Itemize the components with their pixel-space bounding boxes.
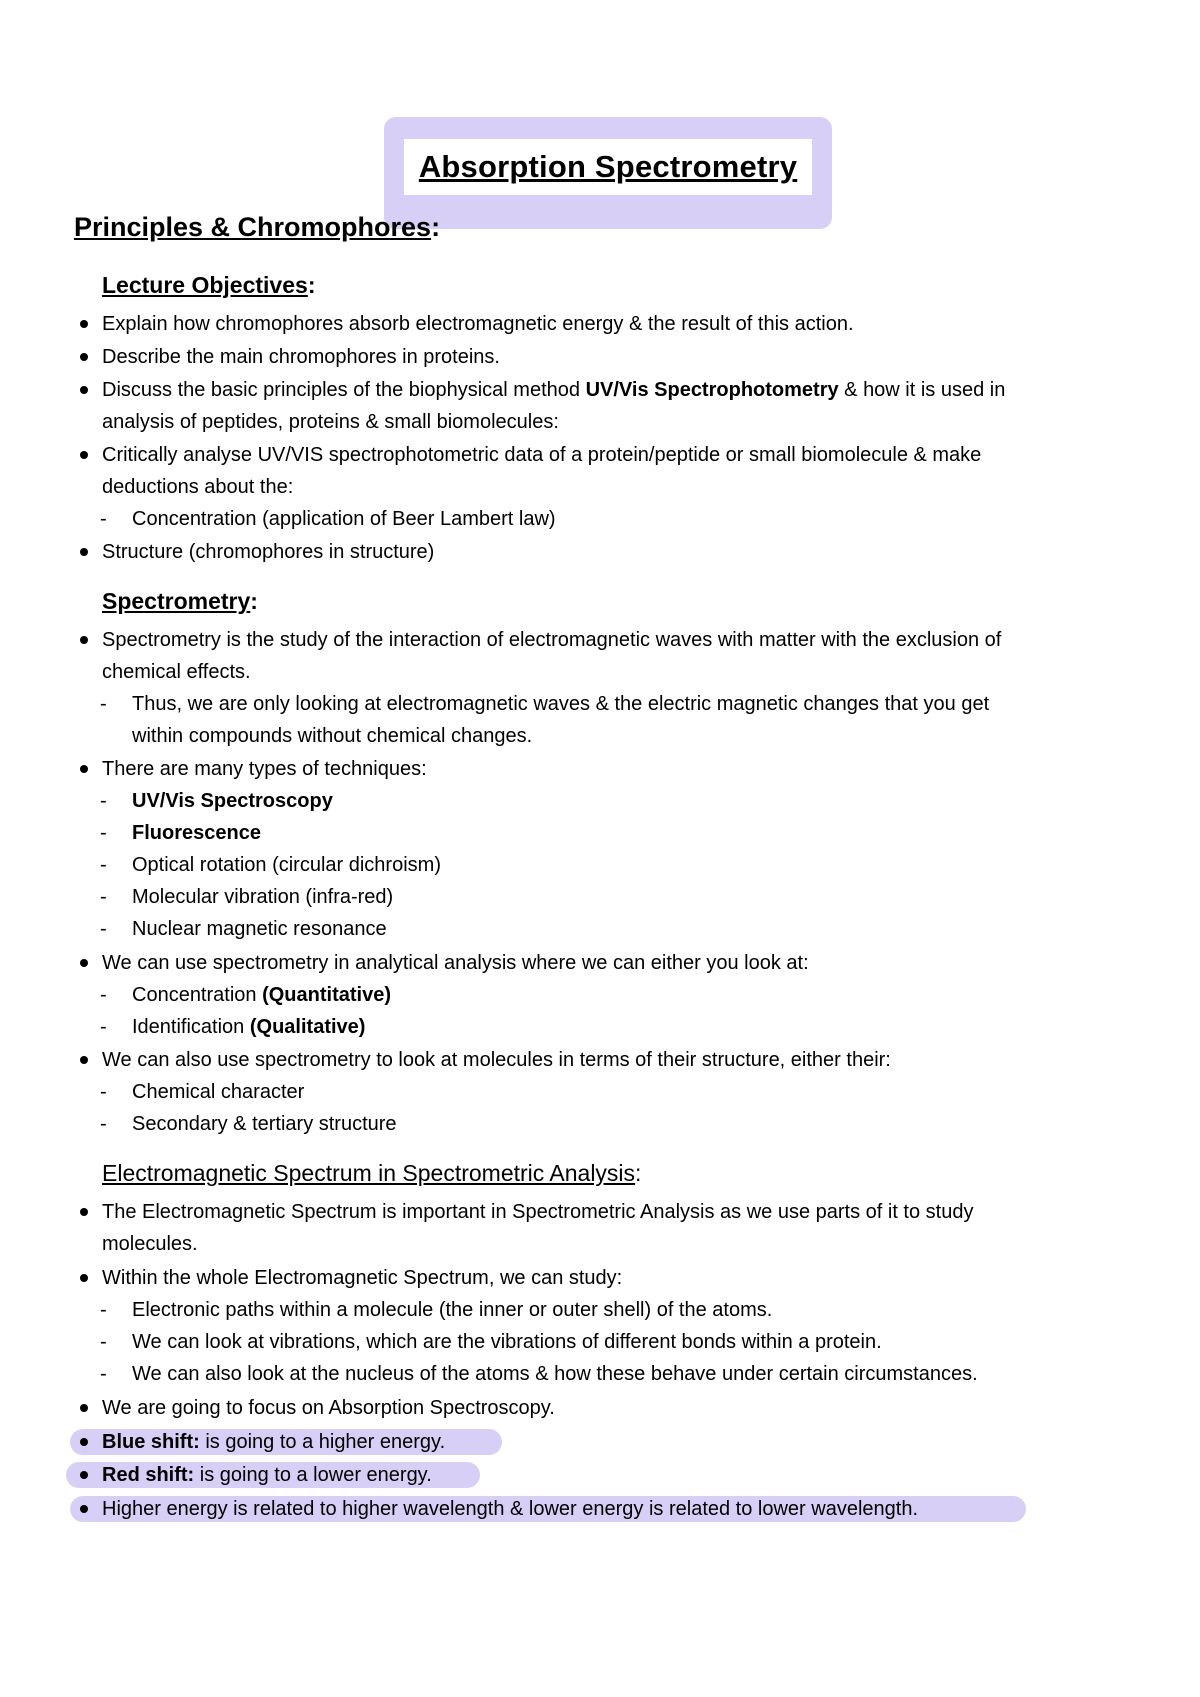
bullet-icon xyxy=(80,353,88,361)
dash-marker: - xyxy=(100,1331,107,1353)
sub-list-item: - We can look at vibrations, which are the vibrations of different bonds within a protein. xyxy=(0,1326,1200,1358)
list-item: The Electromagnetic Spectrum is important in Spectrometric Analysis as we use parts of it to study xyxy=(0,1196,1200,1228)
list-item: Explain how chromophores absorb electromagnetic energy & the result of this action. xyxy=(0,308,1200,340)
dash-marker: - xyxy=(100,1363,107,1385)
dash-marker: - xyxy=(100,854,107,876)
list-item: Within the whole Electromagnetic Spectrum, we can study: xyxy=(0,1262,1200,1294)
list-item: Structure (chromophores in structure) xyxy=(0,536,1200,568)
bullet-icon xyxy=(80,959,88,967)
sub-list-item: - Identification (Qualitative) xyxy=(0,1011,1200,1043)
bullet-icon xyxy=(80,548,88,556)
sub-list-item: - Fluorescence xyxy=(0,817,1200,849)
objectives-heading: Lecture Objectives: xyxy=(102,272,316,298)
dash-marker: - xyxy=(100,693,107,715)
bullet-icon xyxy=(80,1404,88,1412)
dash-marker: - xyxy=(100,790,107,812)
main-heading: Principles & Chromophores: xyxy=(74,212,441,242)
sub-list-item: - Chemical character xyxy=(0,1076,1200,1108)
sub-list-item: - Concentration (Quantitative) xyxy=(0,979,1200,1011)
bullet-icon xyxy=(80,1438,88,1446)
list-item-continued: deductions about the: xyxy=(102,476,294,498)
sub-list-item: - We can also look at the nucleus of the atoms & how these behave under certain circumstances. xyxy=(0,1358,1200,1390)
title-inner xyxy=(404,139,812,195)
dash-marker: - xyxy=(100,886,107,908)
bullet-icon xyxy=(80,320,88,328)
sub-list-item: - Nuclear magnetic resonance xyxy=(0,913,1200,945)
dash-marker: - xyxy=(100,508,107,530)
bullet-icon xyxy=(80,1471,88,1479)
bullet-icon xyxy=(80,1208,88,1216)
bullet-icon xyxy=(80,1274,88,1282)
list-item-highlighted: Higher energy is related to higher wavelength & lower energy is related to lower wavelength. xyxy=(0,1493,1200,1525)
dash-marker: - xyxy=(100,822,107,844)
list-item: We are going to focus on Absorption Spectroscopy. xyxy=(0,1392,1200,1424)
list-item: We can also use spectrometry to look at molecules in terms of their structure, either their: xyxy=(0,1044,1200,1076)
list-item-continued: analysis of peptides, proteins & small biomolecules: xyxy=(102,411,559,433)
title-box xyxy=(384,117,832,229)
sub-list-item: - Secondary & tertiary structure xyxy=(0,1108,1200,1140)
list-item-highlighted: Blue shift: is going to a higher energy. xyxy=(0,1426,1200,1458)
list-item: Spectrometry is the study of the interaction of electromagnetic waves with matter with the exclusion of xyxy=(0,624,1200,656)
sub-list-item: - Molecular vibration (infra-red) xyxy=(0,881,1200,913)
list-item-continued: molecules. xyxy=(102,1233,198,1255)
list-item: Describe the main chromophores in proteins. xyxy=(0,341,1200,373)
spectrometry-heading: Spectrometry: xyxy=(102,588,258,614)
sub-list-item: - UV/Vis Spectroscopy xyxy=(0,785,1200,817)
list-item: Critically analyse UV/VIS spectrophotometric data of a protein/peptide or small biomolecule & make xyxy=(0,439,1200,471)
list-item-highlighted: Red shift: is going to a lower energy. xyxy=(0,1459,1200,1491)
sub-list-item: - Thus, we are only looking at electromagnetic waves & the electric magnetic changes that you get xyxy=(0,688,1200,720)
dash-marker: - xyxy=(100,1299,107,1321)
document-title: Absorption Spectrometry xyxy=(418,149,798,184)
dash-marker: - xyxy=(100,1081,107,1103)
list-item: There are many types of techniques: xyxy=(0,753,1200,785)
dash-marker: - xyxy=(100,1016,107,1038)
sub-list-item-continued: within compounds without chemical changes. xyxy=(132,725,533,747)
dash-marker: - xyxy=(100,984,107,1006)
list-item: Discuss the basic principles of the biophysical method UV/Vis Spectrophotometry & how it is used in xyxy=(0,374,1200,406)
dash-marker: - xyxy=(100,1113,107,1135)
sub-list-item: - Optical rotation (circular dichroism) xyxy=(0,849,1200,881)
sub-list-item: - Concentration (application of Beer Lambert law) xyxy=(0,503,1200,535)
sub-list-item: - Electronic paths within a molecule (the inner or outer shell) of the atoms. xyxy=(0,1294,1200,1326)
bullet-icon xyxy=(80,636,88,644)
dash-marker: - xyxy=(100,918,107,940)
bullet-icon xyxy=(80,765,88,773)
bullet-icon xyxy=(80,1505,88,1513)
list-item-continued: chemical effects. xyxy=(102,661,251,683)
bullet-icon xyxy=(80,1056,88,1064)
list-item: We can use spectrometry in analytical analysis where we can either you look at: xyxy=(0,947,1200,979)
bullet-icon xyxy=(80,451,88,459)
em-spectrum-heading: Electromagnetic Spectrum in Spectrometric Analysis: xyxy=(102,1160,642,1186)
bullet-icon xyxy=(80,386,88,394)
